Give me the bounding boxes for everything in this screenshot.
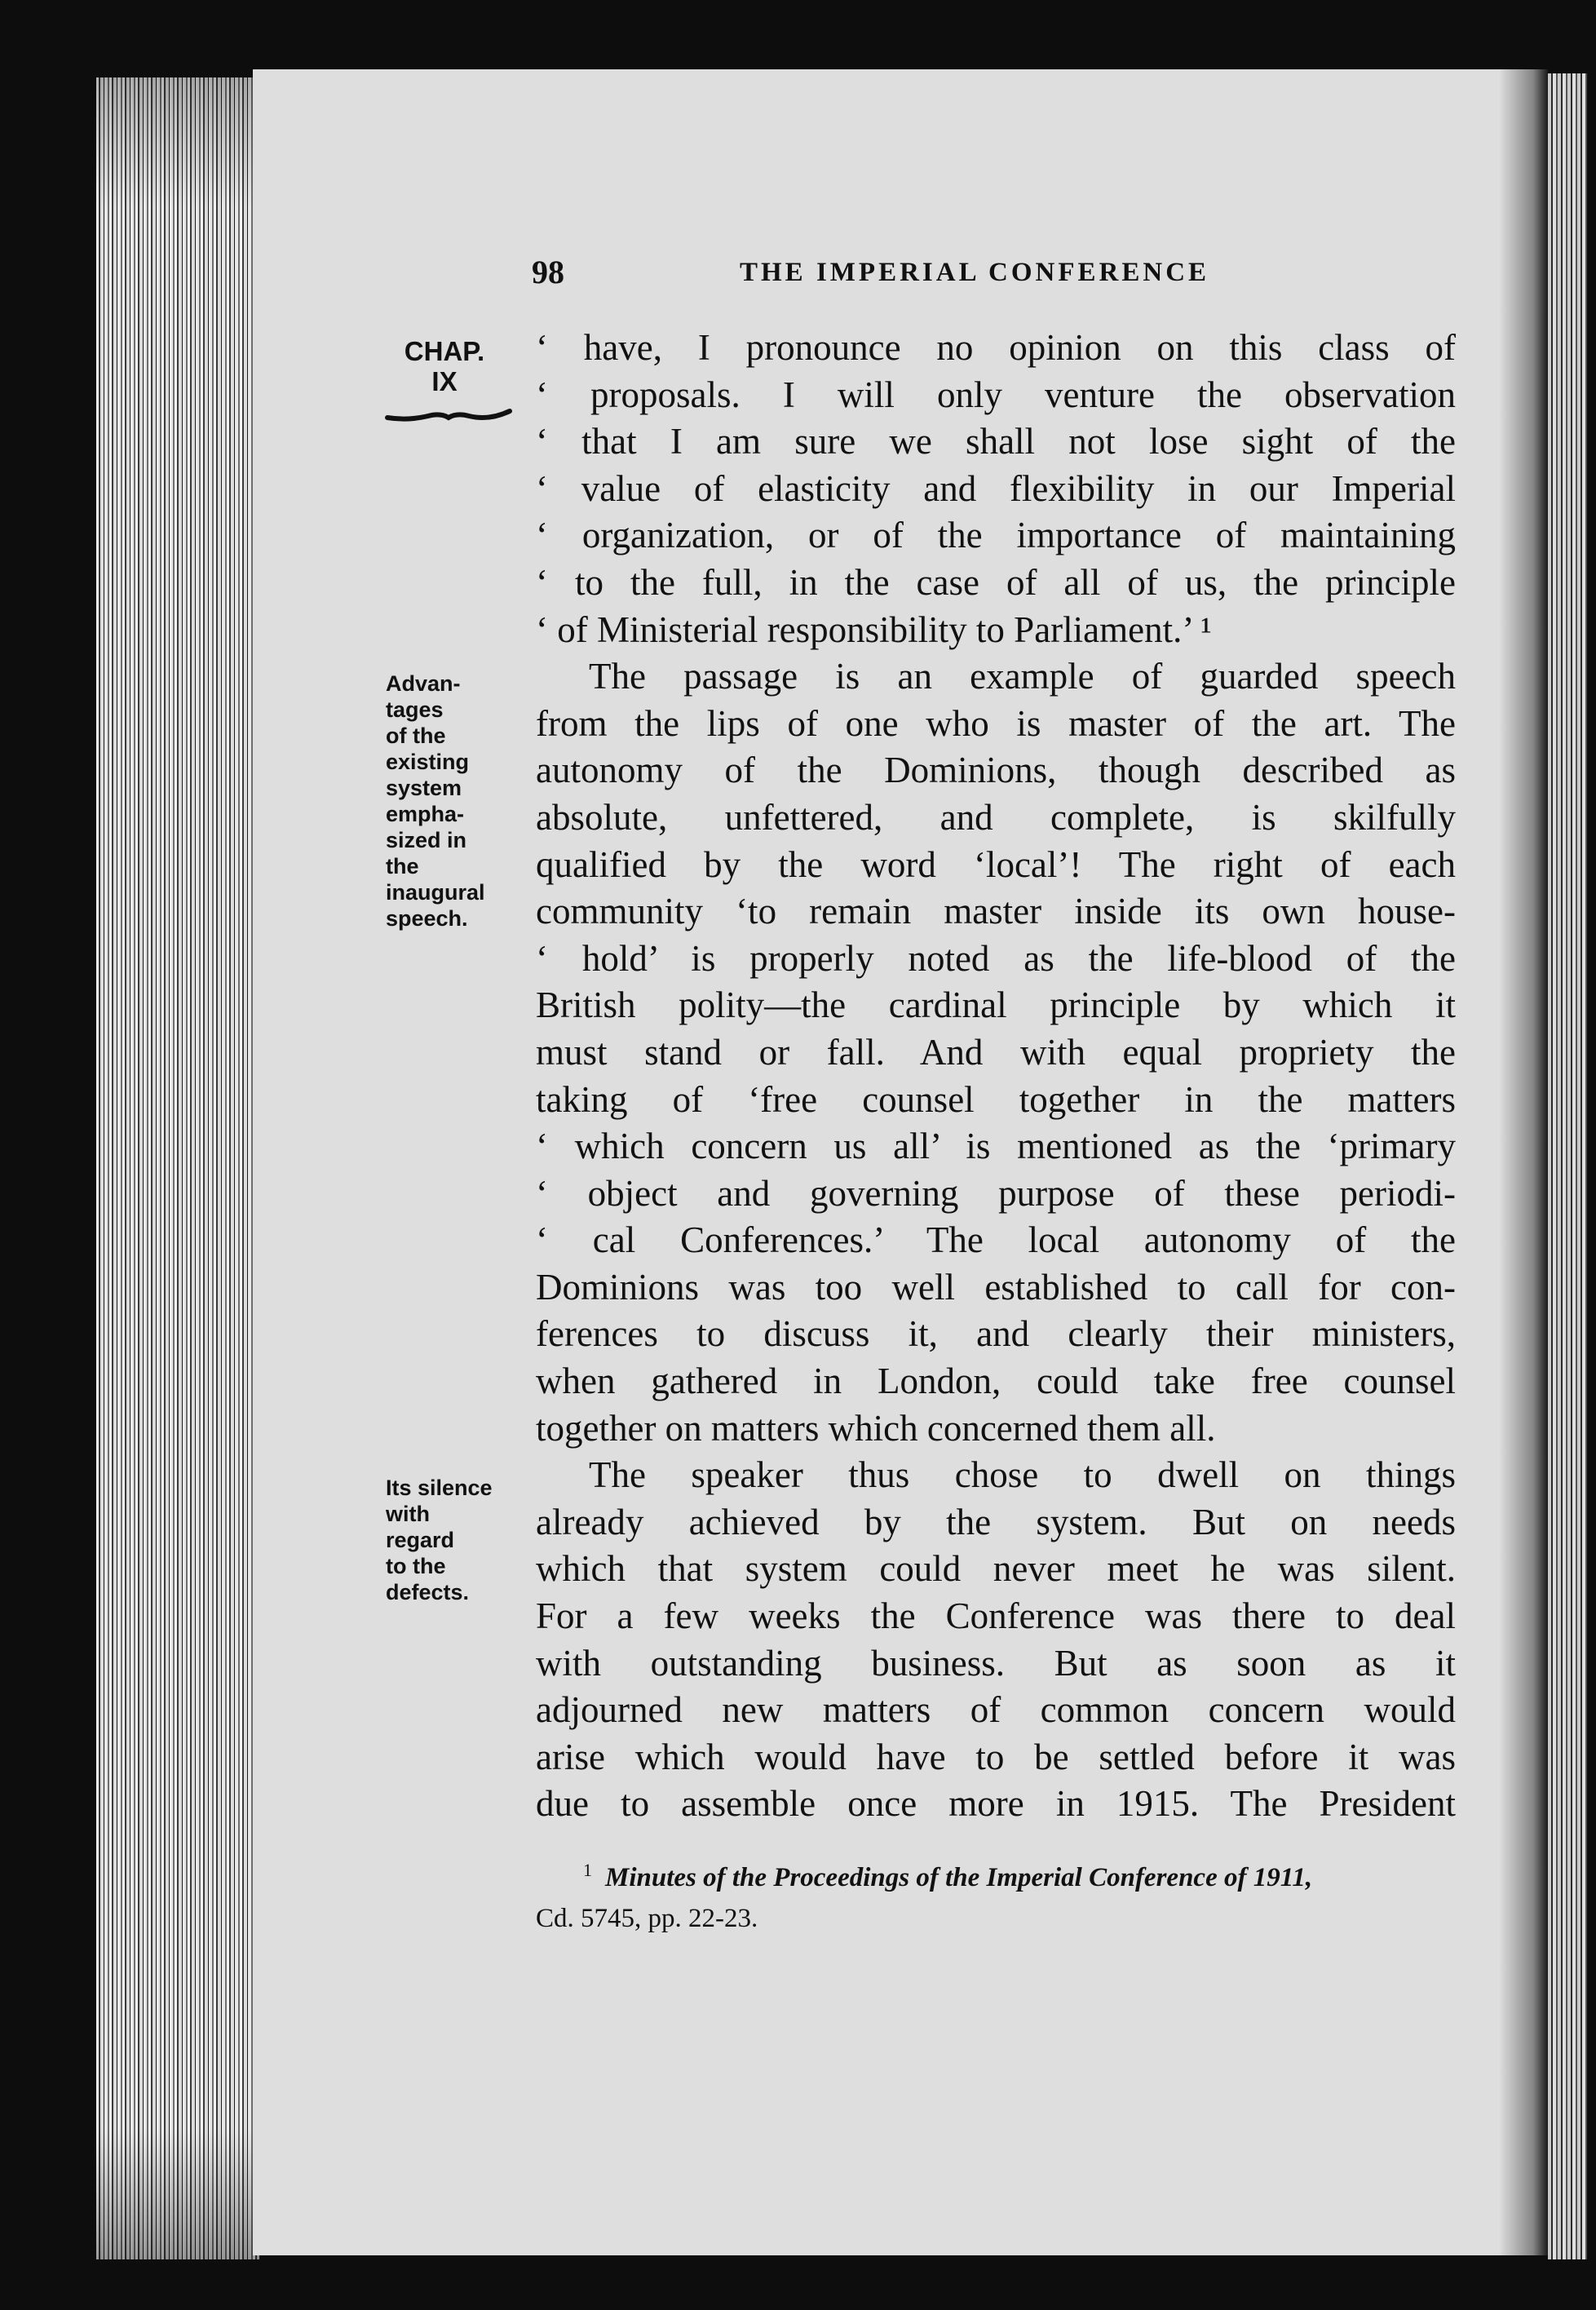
text-line: ‘ hold’ is properly noted as the life-blood of the [536,937,1456,979]
text-line: arise which would have to be settled before it was [536,1736,1456,1777]
text-line: together on matters which concerned them all. [536,1407,1216,1449]
sidenote-line: Its silence [386,1476,493,1500]
text-line: community ‘to remain master inside its own house- [536,891,1456,932]
text-line: adjourned new matters of common concern would [536,1689,1456,1731]
sidenote-line: to the [386,1554,446,1578]
footnote-reference: Cd. 5745, pp. 22-23. [536,1904,758,1933]
text-line: which that system could never meet he was silent. [536,1548,1456,1590]
gutter-shadow [1499,69,1548,2255]
sidenote-line: system [386,776,462,800]
text-line: already achieved by the system. But on needs [536,1501,1456,1542]
text-line: absolute, unfettered, and complete, is skilfully [536,796,1456,838]
text-line: autonomy of the Dominions, though described as [536,750,1456,791]
text-line: ‘ have, I pronounce no opinion on this class of [536,327,1456,368]
sidenote-advantages [386,670,516,932]
sidenote-line: existing [386,750,470,774]
sidenote-line: the [386,854,419,878]
body-text [536,325,1456,1828]
sidenote-line: Advan- [386,671,461,696]
text-line: ‘ organization, or of the importance of maintaining [536,515,1456,556]
text-line: due to assemble once more in 1915. The President [536,1783,1456,1825]
book-right-edge [1548,73,1587,2259]
text-line: qualified by the word ‘local’! The right of each [536,843,1456,885]
text-line: The passage is an example of guarded speech [589,656,1456,697]
sidenote-line: inaugural [386,880,485,905]
text-line: ‘ that I am sure we shall not lose sight of the [536,421,1456,462]
text-line: ‘ proposals. I will only venture the observation [536,374,1456,415]
page-number: 98 [532,254,564,290]
sidenote-line: sized in [386,828,467,852]
text-line: ‘ value of elasticity and flexibility in our Imperial [536,467,1456,509]
text-line: ‘ cal Conferences.’ The local autonomy of the [536,1219,1456,1261]
sidenote-line: of the [386,724,446,748]
text-line: ‘ object and governing purpose of these periodi- [536,1172,1456,1214]
chapter-word: CHAP. [404,336,485,366]
sidenote-line: with [386,1502,430,1526]
text-line: British polity—the cardinal principle by which it [536,985,1456,1026]
text-line: ‘ to the full, in the case of all of us, the principle [536,561,1456,603]
text-line: ‘ of Ministerial responsibility to Parliament.’ ¹ [536,608,1212,650]
footnote-title: Minutes of the Proceedings of the Imperial Conference of 1911, [605,1863,1313,1892]
text-line: taking of ‘free counsel together in the matters [536,1078,1456,1120]
text-line: Dominions was too well established to call for con- [536,1266,1456,1308]
footnote-mark: 1 [583,1860,592,1880]
footnote-line [536,1850,1456,1898]
sidenote-line: regard [386,1528,455,1552]
sidenote-line: empha- [386,802,465,826]
chapter-ornament-icon [383,403,514,427]
sidenote-line: defects. [386,1580,470,1604]
text-line: ferences to discuss it, and clearly their ministers, [536,1313,1456,1355]
text-line: For a few weeks the Conference was there to deal [536,1595,1456,1637]
running-title: THE IMPERIAL CONFERENCE [740,258,1210,287]
text-line: from the lips of one who is master of the art. The [536,702,1456,744]
text-line: ‘ which concern us all’ is mentioned as the ‘primary [536,1126,1456,1167]
chapter-number: IX [431,366,458,396]
running-head [532,253,1449,294]
text-line: The speaker thus chose to dwell on things [589,1454,1456,1496]
text-line: must stand or fall. And with equal propriety the [536,1031,1456,1073]
sidenote-silence [386,1475,516,1605]
book-page-edges [96,77,259,2259]
text-line: when gathered in London, could take free counsel [536,1361,1456,1402]
chapter-label [383,336,506,396]
sidenote-line: tages [386,697,444,722]
sidenote-line: speech. [386,906,468,931]
footnote [536,1850,1456,1939]
text-line: with outstanding business. But as soon as it [536,1642,1456,1684]
